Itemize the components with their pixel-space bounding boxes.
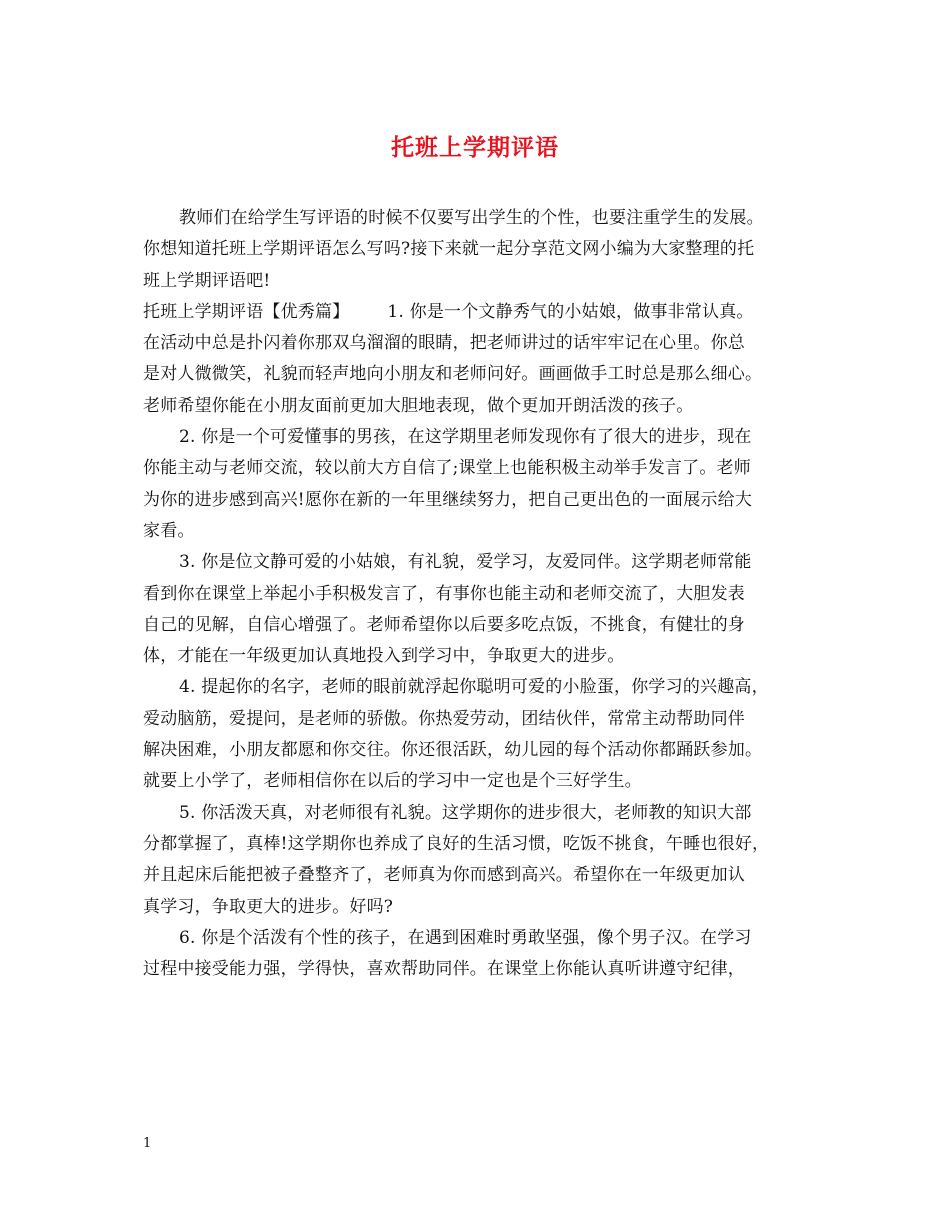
item-1-line: 老师希望你能在小朋友面前更加大胆地表现，做个更加开朗活泼的孩子。 xyxy=(143,395,694,416)
item-2-line: 2. 你是一个可爱懂事的男孩，在这学期里老师发现你有了很大的进步，现在 xyxy=(179,427,752,448)
intro-line: 班上学期评语吧! xyxy=(143,270,271,291)
item-3-line: 看到你在课堂上举起小手积极发言了，有事你也能主动和老师交流了，大胆发表 xyxy=(143,583,745,604)
item-1-first-line: 1. 你是一个文静秀气的小姑娘，做事非常认真。 xyxy=(387,301,754,322)
item-2-line: 家看。 xyxy=(143,520,195,541)
item-3-line: 体，才能在一年级更加认真地投入到学习中，争取更大的进步。 xyxy=(143,646,625,667)
item-1-line: 在活动中总是扑闪着你那双乌溜溜的眼睛，把老师讲过的话牢牢记在心里。你总 xyxy=(143,333,745,354)
item-3-line: 3. 你是位文静可爱的小姑娘，有礼貌，爱学习，友爱同伴。这学期老师常能 xyxy=(179,552,752,573)
item-4-line: 解决困难，小朋友都愿和你交往。你还很活跃，幼儿园的每个活动你都踊跃参加。 xyxy=(143,740,763,761)
intro-line: 你想知道托班上学期评语怎么写吗?接下来就一起分享范文网小编为大家整理的托 xyxy=(143,239,755,260)
item-6-line: 过程中接受能力强，学得快，喜欢帮助同伴。在课堂上你能认真听讲遵守纪律， xyxy=(143,959,745,980)
document-body xyxy=(143,203,815,985)
document-title: 托班上学期评语 xyxy=(391,134,559,161)
page-number: 1 xyxy=(143,1136,152,1151)
item-6-line: 6. 你是个活泼有个性的孩子，在遇到困难时勇敢坚强，像个男子汉。在学习 xyxy=(179,927,752,948)
item-4-line: 爱动脑筋，爱提问，是老师的骄傲。你热爱劳动，团结伙伴，常常主动帮助同伴 xyxy=(143,708,745,729)
section-heading-line xyxy=(143,297,815,328)
item-5-line: 并且起床后能把被子叠整齐了，老师真为你而感到高兴。希望你在一年级更加认 xyxy=(143,865,745,886)
item-4-line: 4. 提起你的名字，老师的眼前就浮起你聪明可爱的小脸蛋，你学习的兴趣高， xyxy=(179,677,769,698)
item-5-line: 5. 你活泼天真，对老师很有礼貌。这学期你的进步很大，老师教的知识大部 xyxy=(179,802,752,823)
item-4-line: 就要上小学了，老师相信你在以后的学习中一定也是个三好学生。 xyxy=(143,771,642,792)
item-1-line: 是对人微微笑，礼貌而轻声地向小朋友和老师问好。画画做手工时总是那么细心。 xyxy=(143,364,763,385)
intro-line: 教师们在给学生写评语的时候不仅要写出学生的个性，也要注重学生的发展。 xyxy=(179,208,764,228)
item-2-line: 你能主动与老师交流，较以前大方自信了;课堂上也能积极主动举手发言了。老师 xyxy=(143,458,751,479)
item-3-line: 自己的见解，自信心增强了。老师希望你以后要多吃点饭，不挑食，有健壮的身 xyxy=(143,614,745,635)
item-5-line: 真学习，争取更大的进步。好吗? xyxy=(143,896,394,917)
item-5-line: 分都掌握了，真棒!这学期你也养成了良好的生活习惯，吃饭不挑食，午睡也很好， xyxy=(143,833,770,854)
section-heading: 托班上学期评语【优秀篇】 xyxy=(143,301,350,322)
item-2-line: 为你的进步感到高兴!愿你在新的一年里继续努力，把自己更出色的一面展示给大 xyxy=(143,489,753,510)
